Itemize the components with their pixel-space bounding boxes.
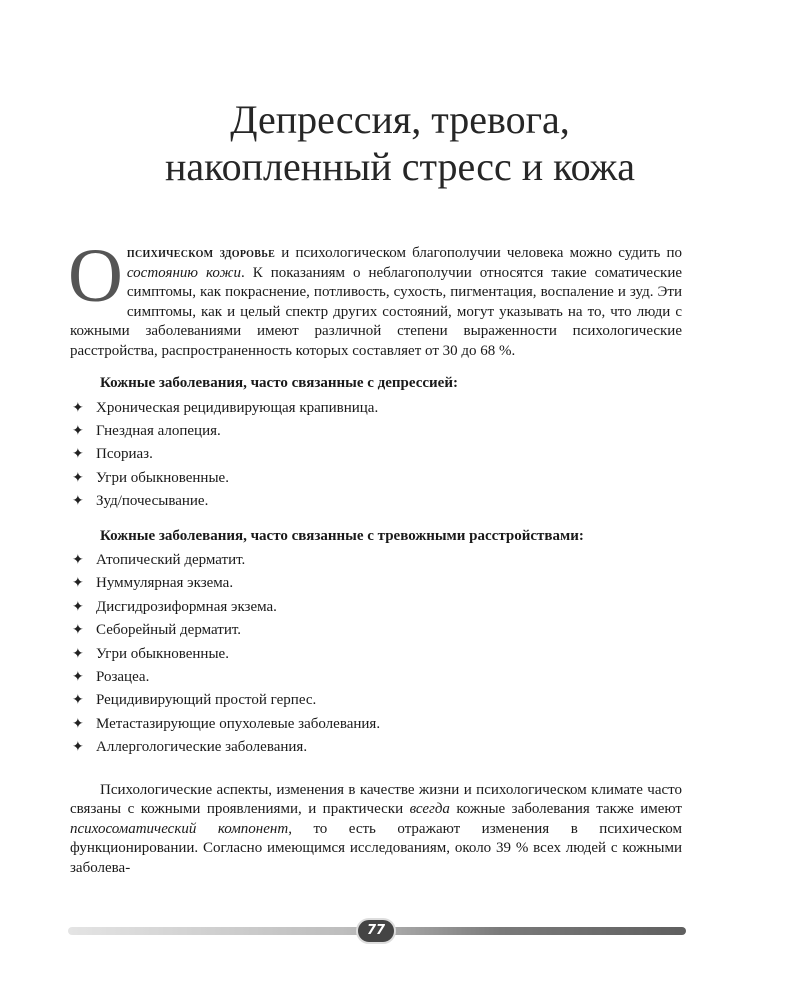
closing-text-3: , то есть отражают изменения в психическом функционировании. Согласно имеющимся исследованиям, около 39 % всех людей с кожными заболева- (70, 820, 683, 876)
closing-emphasis-2: психосоматический компонент (70, 820, 289, 837)
intro-text-1: и психологическом благополучии человека можно судить по (275, 245, 682, 261)
page-title (0, 96, 800, 190)
four-pointed-star-icon: ✦ (72, 576, 84, 592)
four-pointed-star-icon: ✦ (72, 423, 84, 439)
closing-paragraph (70, 781, 682, 879)
list-item (70, 596, 682, 619)
intro-paragraph (68, 234, 683, 361)
list-item (70, 572, 682, 595)
list-item-text: Аллергологические заболевания. (96, 739, 308, 756)
depression-list (70, 397, 682, 514)
list-item (70, 397, 682, 420)
four-pointed-star-icon: ✦ (72, 670, 84, 686)
title-line-2: накопленный стресс и кожа (165, 144, 635, 189)
four-pointed-star-icon: ✦ (72, 740, 84, 756)
list-item (70, 549, 682, 572)
list-item (70, 490, 682, 513)
list-item (70, 689, 682, 712)
depression-heading: Кожные заболевания, часто связанные с депрессией: (100, 375, 458, 391)
title-line-1: Депрессия, тревога, (230, 97, 570, 142)
list-item-text: Хроническая рецидивирующая крапивница. (96, 399, 379, 416)
list-item (70, 443, 682, 466)
closing-text-2: кожные заболевания также имеют (449, 801, 682, 818)
four-pointed-star-icon: ✦ (72, 693, 84, 709)
list-item-text: Себорейный дерматит. (96, 622, 242, 639)
intro-text-2: . К показаниям о неблагополучии относятся такие соматические симптомы, как покраснение, потливость, сухость, пигментация, воспаление и зуд. Эти симптомы, как и целый спектр других состояний, могут указывать на то, что люди с кожными заболеваниями имеют различной степени выраженности психологические расстройства, распространенность которых составляет от 30 до 68 %. (70, 264, 683, 359)
page-footer (68, 918, 686, 944)
list-item (70, 713, 682, 736)
list-item-text: Гнездная алопеция. (96, 422, 221, 439)
four-pointed-star-icon: ✦ (72, 447, 84, 463)
four-pointed-star-icon: ✦ (72, 400, 84, 416)
list-item-text: Метастазирующие опухолевые заболевания. (96, 715, 381, 732)
four-pointed-star-icon: ✦ (72, 494, 84, 510)
list-item (70, 619, 682, 642)
page-number: 77 (356, 918, 396, 944)
article-body (68, 234, 683, 878)
four-pointed-star-icon: ✦ (72, 599, 84, 615)
list-item-text: Дисгидрозиформная экзема. (96, 598, 277, 615)
list-item-text: Псориаз. (96, 446, 153, 463)
intro-emphasis: состоянию кожи (126, 264, 241, 281)
list-item (70, 643, 682, 666)
four-pointed-star-icon: ✦ (72, 646, 84, 662)
list-item-text: Рецидивирующий простой герпес. (96, 692, 317, 709)
list-item-text: Нуммулярная экзема. (96, 575, 234, 592)
list-item-text: Угри обыкновенные. (96, 645, 229, 662)
list-item-text: Атопический дерматит. (96, 552, 246, 569)
closing-emphasis-1: всегда (409, 801, 450, 818)
closing-text-1: Психологические аспекты, изменения в качестве жизни и психологическом климате часто связаны с кожными проявлениями, и практически (70, 781, 682, 818)
list-item-text: Угри обыкновенные. (96, 469, 229, 486)
four-pointed-star-icon: ✦ (72, 553, 84, 569)
list-item (70, 467, 682, 490)
list-item-text: Зуд/почесывание. (96, 493, 209, 510)
list-item (70, 666, 682, 689)
intro-lead: психическом здоровье (126, 246, 276, 261)
list-item (70, 420, 682, 443)
anxiety-list (70, 549, 682, 760)
list-item (70, 736, 682, 759)
four-pointed-star-icon: ✦ (72, 470, 84, 486)
four-pointed-star-icon: ✦ (72, 623, 84, 639)
anxiety-heading: Кожные заболевания, часто связанные с тревожными расстройствами: (100, 527, 584, 544)
list-item-text: Розацеа. (96, 669, 150, 686)
four-pointed-star-icon: ✦ (72, 716, 84, 732)
drop-cap: О (68, 234, 123, 318)
